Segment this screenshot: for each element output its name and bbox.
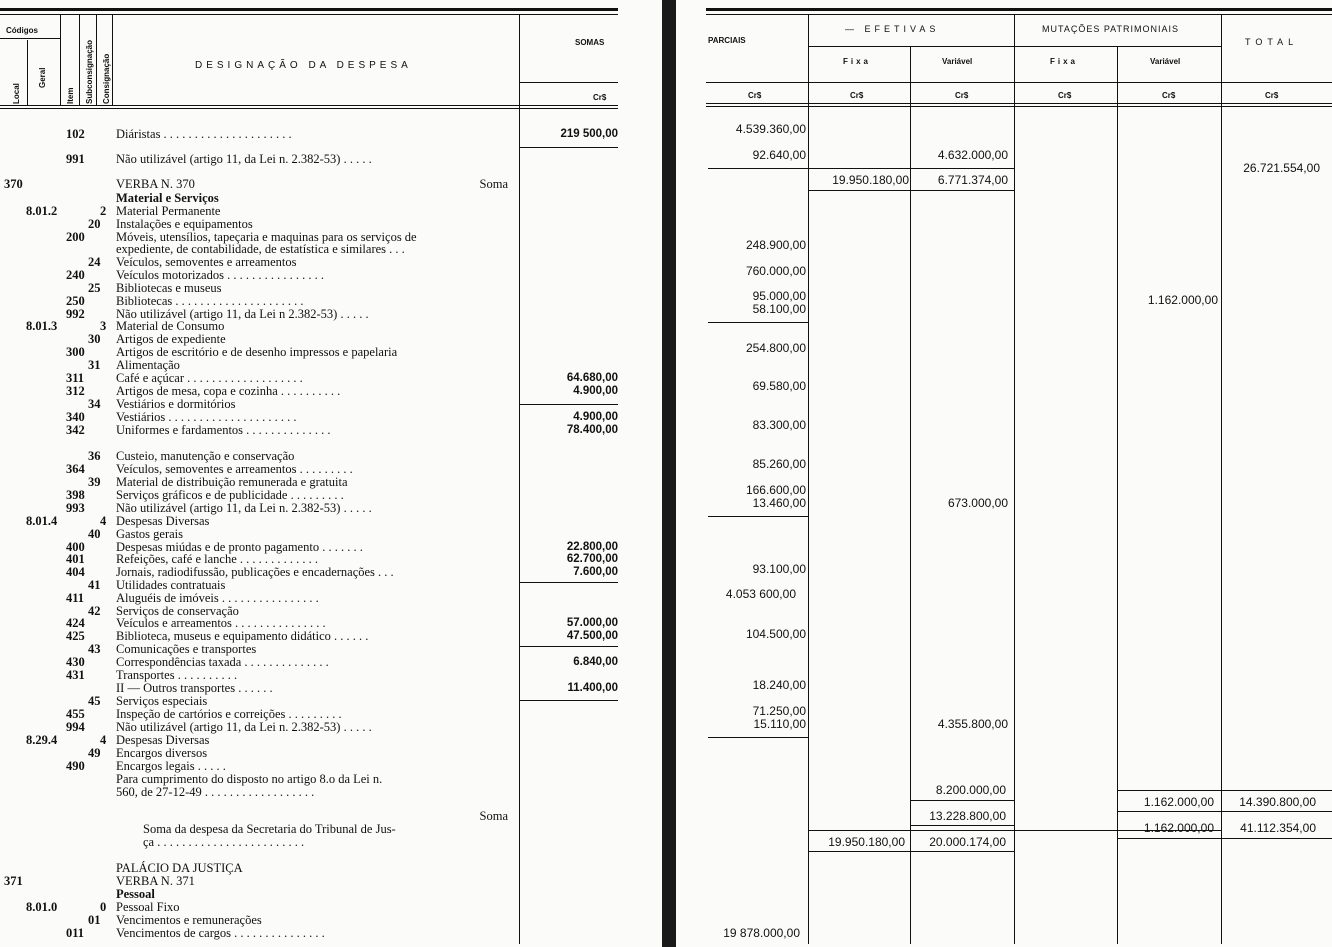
table-row: [0, 786, 520, 799]
parcial-rule: [708, 168, 808, 169]
row-item-code: 992: [66, 307, 85, 321]
r-top-rule-thin: [706, 14, 1332, 15]
currency-5: Cr$: [1162, 91, 1176, 100]
variavel-rule: [910, 825, 1014, 826]
row-value: 4.900,00: [573, 411, 618, 423]
row-local-code: 8.29.4: [26, 733, 58, 747]
row-description: Veículos e arreamentos . . . . . . . . . . . . . . .: [116, 616, 326, 630]
total-value: 26.721.554,00: [1243, 161, 1320, 175]
parcial-value: 83.300,00: [752, 418, 806, 432]
parcial-rule: [708, 322, 808, 323]
table-row: [0, 681, 618, 695]
mutacoes-variavel-value: 1.162.000,00: [1143, 821, 1214, 835]
row-item-code: 411: [66, 591, 85, 605]
variavel-value: 4.632.000,00: [937, 148, 1008, 162]
row-description: Pessoal: [116, 887, 155, 901]
row-description: VERBA N. 371: [116, 874, 195, 888]
row-item-code: 49: [88, 746, 101, 760]
row-value: 78.400,00: [566, 424, 618, 436]
row-item-code: 404: [66, 565, 85, 579]
row-value: 22.800,00: [566, 541, 618, 553]
table-row: [0, 836, 520, 849]
parcial-value: 15.110,00: [753, 717, 806, 731]
row-item-code: 364: [66, 462, 85, 476]
parcial-value: 254.800,00: [745, 341, 806, 355]
row-item-code: 34: [88, 397, 101, 411]
row-description: Veículos motorizados . . . . . . . . . . . . . . . .: [116, 268, 324, 282]
col-item-label: Item: [66, 87, 75, 104]
row-item-code: 994: [66, 720, 85, 734]
parcial-value: 95.000,00: [752, 289, 806, 303]
parcial-value: 92.640,00: [752, 148, 806, 162]
row-description: Pessoal Fixo: [116, 900, 180, 914]
row-description: Móveis, utensílios, tapeçaria e maquinas para os serviços de: [116, 230, 417, 244]
total-value: 14.390.800,00: [1239, 795, 1316, 809]
fixa-rule: [808, 851, 1014, 852]
fixa-header: Fixa: [843, 57, 872, 66]
variavel-value: 8.200.000,00: [935, 783, 1006, 797]
table-row: [0, 127, 618, 141]
parcial-value: 4.539.360,00: [735, 122, 806, 136]
table-row: [0, 320, 520, 333]
row-item-code: 011: [66, 926, 85, 940]
row-description: Despesas Diversas: [116, 514, 210, 528]
col-consignacao-label: Consignação: [102, 53, 111, 104]
parcial-value: 85.260,00: [752, 457, 806, 471]
row-item-code: 4: [100, 514, 107, 528]
col-geral-label: Geral: [38, 67, 47, 88]
parciais-header: PARCIAIS: [708, 36, 746, 45]
table-row: [0, 423, 618, 437]
row-item-code: 311: [66, 371, 85, 385]
table-row: [0, 384, 618, 398]
table-row: [0, 875, 520, 888]
page-gutter: [662, 0, 676, 947]
row-description: Gastos gerais: [116, 527, 183, 541]
row-value: 6.840,00: [573, 656, 618, 668]
variavel2-header: Variável: [1150, 57, 1181, 66]
row-item-code: 342: [66, 423, 85, 437]
row-local-code: 8.01.2: [26, 204, 58, 218]
row-description: Veículos, semoventes e arreamentos . . . . . . . . .: [116, 462, 353, 476]
row-value: 7.600,00: [573, 566, 618, 578]
row-description: Correspondências taxada . . . . . . . . . . . . . .: [116, 655, 329, 669]
row-item-code: 41: [88, 578, 101, 592]
row-item-code: 24: [88, 255, 101, 269]
efetivas-header: — EFETIVAS: [845, 24, 940, 34]
table-row: [0, 502, 520, 515]
table-row: [0, 269, 520, 282]
parcial-rule: [708, 516, 808, 517]
row-description: Instalações e equipamentos: [116, 217, 253, 231]
row-item-code: 25: [88, 281, 101, 295]
row-item-code: 425: [66, 629, 85, 643]
currency-4: Cr$: [1058, 91, 1072, 100]
table-row: [0, 346, 520, 359]
row-item-code: 102: [66, 127, 85, 141]
row-description: Bibliotecas . . . . . . . . . . . . . . . . . . . . .: [116, 294, 304, 308]
codigos-label: Códigos: [6, 26, 38, 35]
row-item-code: 4: [100, 733, 107, 747]
row-local-code: 8.01.0: [26, 900, 58, 914]
row-description: Diáristas . . . . . . . . . . . . . . . . . . . . .: [116, 127, 292, 141]
currency-1: Cr$: [748, 91, 762, 100]
table-row: [0, 153, 520, 166]
parcial-value: 93.100,00: [752, 562, 806, 576]
currency-6: Cr$: [1265, 91, 1279, 100]
variavel-rule: [910, 800, 1014, 801]
codigos-underline: [0, 38, 60, 39]
row-description: Veículos, semoventes e arreamentos: [116, 255, 297, 269]
table-row: [0, 734, 520, 747]
parcial-value: 58.100,00: [752, 302, 806, 316]
parcial-value: 760.000,00: [745, 264, 806, 278]
table-row: [0, 178, 520, 191]
hdr-sep-1: [27, 40, 28, 106]
table-row: [0, 888, 520, 901]
row-description: Refeições, café e lanche . . . . . . . . . . . . .: [116, 552, 319, 566]
somas-rule-e: [519, 700, 618, 701]
row-description: PALÁCIO DA JUSTIÇA: [116, 861, 243, 875]
row-item-code: 240: [66, 268, 85, 282]
row-description: Vencimentos e remunerações: [116, 913, 262, 927]
row-description: Não utilizável (artigo 11, da Lei n 2.382-53) . . . . .: [116, 307, 369, 321]
row-item-code: 401: [66, 552, 85, 566]
row-item-code: 30: [88, 332, 101, 346]
row-local-code: 371: [4, 874, 23, 888]
row-item-code: 40: [88, 527, 101, 541]
top-rule: [0, 8, 618, 11]
total-header: TOTAL: [1245, 37, 1299, 47]
row-item-code: 400: [66, 540, 85, 554]
variavel-value: 20.000.174,00: [929, 835, 1006, 849]
r-col-sep-1: [808, 14, 809, 944]
somas-rule-c: [519, 582, 618, 583]
row-description: II — Outros transportes . . . . . .: [116, 681, 273, 695]
hdr-sep-2: [60, 14, 61, 106]
row-description: Para cumprimento do disposto no artigo 8.o da Lei n.: [116, 772, 383, 786]
row-item-code: 300: [66, 345, 85, 359]
row-item-code: 991: [66, 152, 85, 166]
table-row: [0, 862, 520, 875]
row-description: Serviços gráficos e de publicidade . . . . . . . . .: [116, 488, 344, 502]
parcial-value: 18.240,00: [752, 678, 806, 692]
row-item-code: 398: [66, 488, 85, 502]
mutacoes-variavel-value: 1.162.000,00: [1147, 293, 1218, 307]
r-col-sep-4: [1117, 46, 1118, 944]
row-value: 47.500,00: [566, 630, 618, 642]
row-description: Material e Serviços: [116, 191, 219, 205]
row-description: Aluguéis de imóveis . . . . . . . . . . . . . . . .: [116, 591, 319, 605]
row-item-code: 20: [88, 217, 101, 231]
parcial-value: 104.500,00: [745, 627, 806, 641]
row-item-code: 430: [66, 655, 85, 669]
r-col-sep-2: [910, 46, 911, 944]
fixa2-header: Fixa: [1050, 57, 1079, 66]
fixa-value: 19.950.180,00: [832, 173, 909, 187]
variavel-header: Variável: [942, 57, 973, 66]
header-bottom-rule: [0, 105, 618, 106]
row-item-code: 490: [66, 759, 85, 773]
row-item-code: 43: [88, 642, 101, 656]
row-description: Artigos de expediente: [116, 332, 226, 346]
row-description: 560, de 27-12-49 . . . . . . . . . . . . . . . . . .: [116, 785, 315, 799]
designacao-header: DESIGNAÇÃO DA DESPESA: [195, 60, 412, 71]
row-description: Material Permanente: [116, 204, 221, 218]
row-item-code: 312: [66, 384, 85, 398]
row-value: 57.000,00: [566, 617, 618, 629]
row-item-code: 3: [100, 319, 107, 333]
r-header-bottom-rule: [706, 103, 1332, 104]
row-description: Vestiários . . . . . . . . . . . . . . . . . . . . .: [116, 410, 297, 424]
row-description: Despesas Diversas: [116, 733, 210, 747]
top-rule-thin: [0, 14, 618, 15]
row-item-code: 42: [88, 604, 101, 618]
row-description: Biblioteca, museus e equipamento didático . . . . . .: [116, 629, 369, 643]
row-item-code: 36: [88, 449, 101, 463]
row-description: Artigos de escritório e de desenho impressos e papelaria: [116, 345, 398, 359]
total-value: 41.112.354,00: [1240, 821, 1316, 835]
row-description: Soma da despesa da Secretaria do Tribunal de Jus-: [143, 822, 396, 836]
row-item-code: 31: [88, 358, 101, 372]
parcial-value: 13.460,00: [752, 496, 806, 510]
row-description: Não utilizável (artigo 11, da Lei n. 2.382-53) . . . . .: [116, 720, 372, 734]
parcial-rule: [708, 737, 808, 738]
table-row: [0, 592, 520, 605]
row-item-code: 424: [66, 616, 85, 630]
parcial-value: 4.053 600,00: [725, 587, 796, 601]
row-description: Material de distribuição remunerada e gratuita: [116, 475, 348, 489]
row-description: Vencimentos de cargos . . . . . . . . . . . . . . .: [116, 926, 325, 940]
row-description: VERBA N. 370: [116, 177, 195, 191]
row-item-code: 39: [88, 475, 101, 489]
r-top-rule: [706, 8, 1332, 11]
row-description: Inspeção de cartórios e correições . . . . . . . . .: [116, 707, 342, 721]
fixa-rule: [808, 168, 1014, 169]
row-item-code: 0: [100, 900, 107, 914]
variavel-value: 4.355.800,00: [937, 717, 1008, 731]
row-item-code: 993: [66, 501, 85, 515]
row-description: Café e açúcar . . . . . . . . . . . . . . . . . . .: [116, 371, 303, 385]
row-description: Jornais, radiodifussão, publicações e encadernações . . .: [116, 565, 394, 579]
row-value: 4.900,00: [573, 385, 618, 397]
currency-3: Cr$: [955, 91, 969, 100]
row-description: Não utilizável (artigo 11, da Lei n. 2.382-53) . . . . .: [116, 501, 372, 515]
row-description: Custeio, manutenção e conservação: [116, 449, 295, 463]
row-local-code: 8.01.3: [26, 319, 58, 333]
row-description: Alimentação: [116, 358, 180, 372]
parcial-value: 71.250,00: [752, 704, 806, 718]
table-row: [0, 927, 520, 940]
row-description: Comunicações e transportes: [116, 642, 257, 656]
somas-rule-d: [519, 646, 618, 647]
row-local-code: 370: [4, 177, 23, 191]
row-item-code: 45: [88, 694, 101, 708]
hdr-sep-4: [96, 14, 97, 106]
table-row: [0, 565, 618, 579]
row-description: ça . . . . . . . . . . . . . . . . . . . . . . . .: [143, 835, 305, 849]
row-description: Serviços de conservação: [116, 604, 239, 618]
mutacoes-rule: [1117, 811, 1332, 812]
col-local-label: Local: [12, 83, 21, 104]
variavel-value: 6.771.374,00: [937, 173, 1008, 187]
somas-currency: Cr$: [593, 93, 607, 102]
mutacoes-rule: [1117, 790, 1332, 791]
row-description: Material de Consumo: [116, 319, 225, 333]
row-value: 219 500,00: [560, 128, 618, 140]
row-item-code: 431: [66, 668, 85, 682]
table-row: [0, 721, 520, 734]
row-local-code: 8.01.4: [26, 514, 58, 528]
row-description: Uniformes e fardamentos . . . . . . . . . . . . . .: [116, 423, 331, 437]
col-subconsignacao-label: Subconsignação: [85, 39, 94, 104]
row-description: Serviços especiais: [116, 694, 208, 708]
fixa-value: 19.950.180,00: [828, 835, 905, 849]
row-description: Transportes . . . . . . . . . .: [116, 668, 238, 682]
somas-header: SOMAS: [575, 38, 605, 47]
mutacoes-header: MUTAÇÕES PATRIMONIAIS: [1042, 24, 1180, 34]
row-description: Encargos legais . . . . .: [116, 759, 226, 773]
row-description: Despesas miúdas e de pronto pagamento . . . . . . .: [116, 540, 363, 554]
row-item-code: 2: [100, 204, 107, 218]
hdr-sep-3: [79, 14, 80, 106]
r-sub-rule: [706, 82, 1332, 83]
row-description: Bibliotecas e museus: [116, 281, 222, 295]
somas-sub-rule: [519, 82, 618, 83]
row-value: 62.700,00: [566, 553, 618, 565]
variavel-value: 13.228.800,00: [929, 809, 1006, 823]
row-description: Artigos de mesa, copa e cozinha . . . . . . . . . .: [116, 384, 341, 398]
somas-rule-a: [519, 147, 618, 148]
header-bottom-rule-2: [0, 108, 618, 109]
row-item-code: 200: [66, 230, 85, 244]
row-item-code: 250: [66, 294, 85, 308]
row-item-code: 01: [88, 913, 101, 927]
somas-rule-b: [519, 404, 618, 405]
table-row: [0, 629, 618, 643]
row-description: Vestiários e dormitórios: [116, 397, 236, 411]
hdr-sep-5: [112, 14, 113, 106]
mutacoes-variavel-value: 1.162.000,00: [1143, 795, 1214, 809]
mutacoes-rule: [1117, 838, 1332, 839]
row-item-code: 455: [66, 707, 85, 721]
parcial-value: 19 878.000,00: [723, 926, 800, 940]
r-group-rule: [808, 46, 1221, 47]
table-row: [0, 515, 520, 528]
row-item-code: 340: [66, 410, 85, 424]
r-header-bottom-rule-2: [706, 106, 1332, 107]
variavel-value: 673.000,00: [947, 496, 1008, 510]
parcial-value: 69.580,00: [752, 379, 806, 393]
fixa-rule: [808, 190, 1014, 191]
table-row: [0, 192, 520, 205]
row-value: 64.680,00: [566, 372, 618, 384]
row-description: expediente, de contabilidade, de estatística e similares . . .: [116, 242, 405, 256]
row-value: 11.400,00: [567, 682, 618, 694]
parcial-value: 248.900,00: [745, 238, 806, 252]
row-soma-label: Soma: [479, 809, 508, 823]
row-soma-label: Soma: [479, 177, 508, 191]
r-col-sep-5: [1221, 14, 1222, 944]
row-description: Encargos diversos: [116, 746, 208, 760]
table-row: [0, 205, 520, 218]
parcial-value: 166.600,00: [745, 483, 806, 497]
row-description: Não utilizável (artigo 11, da Lei n. 2.382-53) . . . . .: [116, 152, 372, 166]
currency-2: Cr$: [850, 91, 864, 100]
r-col-sep-3: [1014, 14, 1015, 944]
row-description: Utilidades contratuais: [116, 578, 226, 592]
